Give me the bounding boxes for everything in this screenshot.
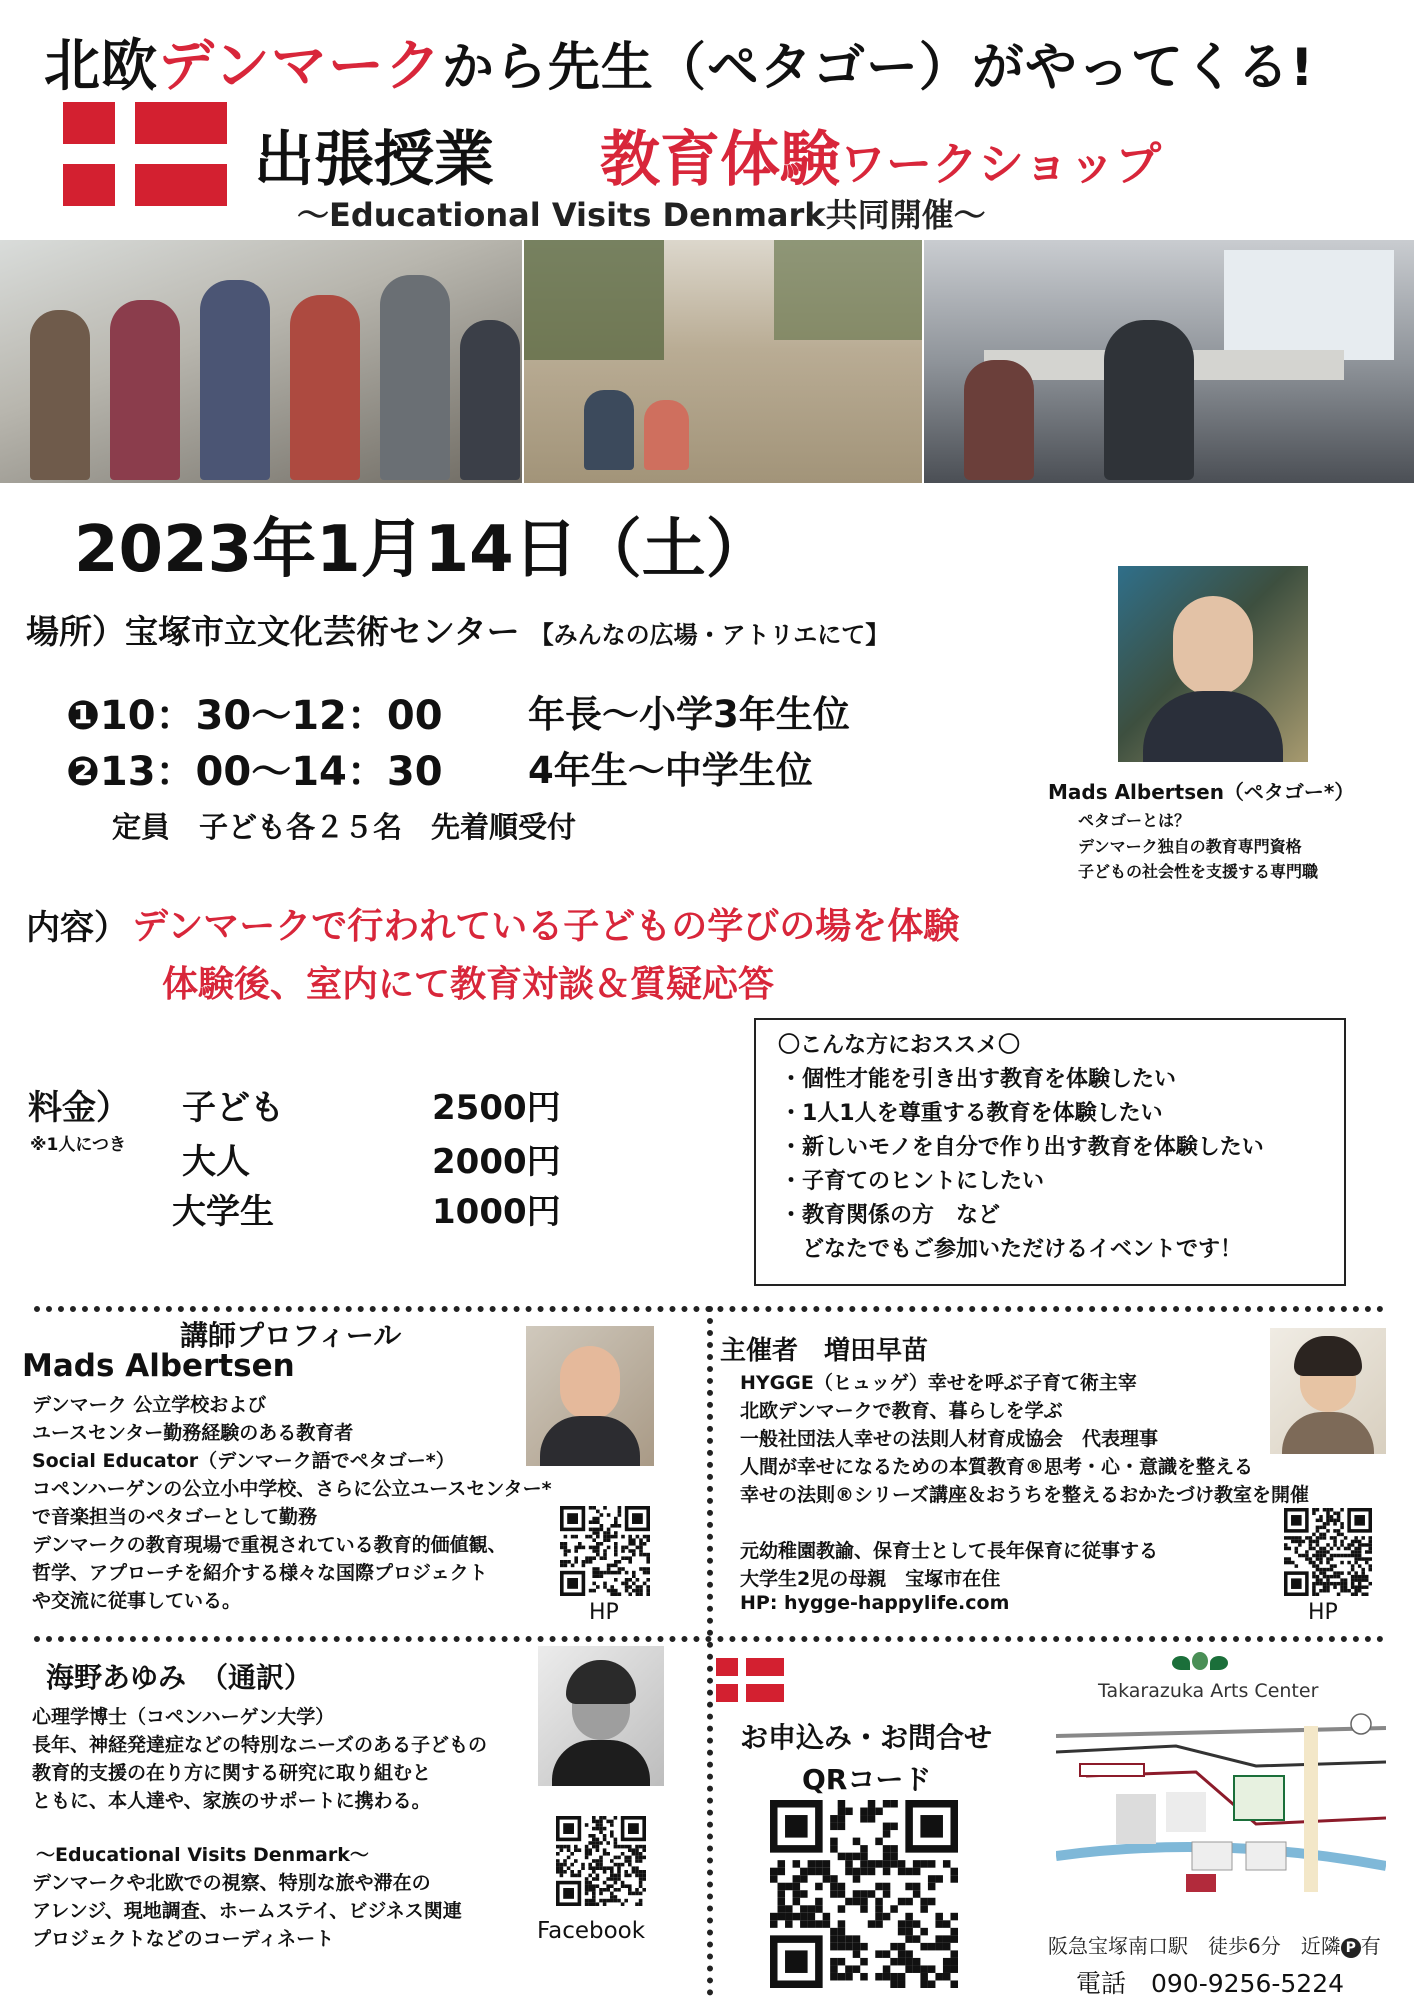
profile-line-2: ユースセンター勤務経験のある教育者 — [32, 1422, 354, 1444]
session-2-time: ❷13：00〜14：30 — [66, 749, 443, 795]
recommend-item-4: ・子育てのヒントにしたい — [780, 1169, 1045, 1194]
recommend-item-1: ・個性才能を引き出す教育を体験したい — [780, 1067, 1177, 1092]
profile-name: Mads Albertsen — [22, 1348, 295, 1384]
session-1-time: ❶10：30〜12：00 — [66, 693, 443, 739]
subheadline — [254, 112, 494, 198]
profile-line-1: デンマーク 公立学校および — [32, 1394, 267, 1416]
interpreter-line-3: 教育的支援の在り方に関する研究に取り組むと — [32, 1762, 432, 1784]
fee-row-child-price: 2500円 — [432, 1088, 561, 1128]
teacher-caption-1: ペタゴーとは？ — [1078, 811, 1191, 830]
classroom-photo-1 — [0, 240, 522, 483]
evd-line-1: デンマークや北欧での視察、特別な旅や滞在の — [32, 1872, 431, 1894]
teacher-caption-2: デンマーク独自の教育専門資格 — [1078, 837, 1302, 856]
arts-center-logo-icon — [1172, 1652, 1228, 1674]
content-line-1: デンマークで行われている子どもの学びの場を体験 — [132, 906, 960, 947]
divider-vertical — [707, 1306, 713, 1996]
fee-row-student: 大学生 — [172, 1192, 274, 1232]
interpreter-line-1: 心理学博士（コペンハーゲン大学） — [32, 1706, 335, 1728]
fee-row-adult: 大人 — [182, 1142, 250, 1182]
organizer-line-4: 人間が幸せになるための本質教育®思考・心・意識を整える — [740, 1456, 1254, 1478]
profile-line-8: や交流に従事している。 — [32, 1590, 242, 1612]
contact-heading: お申込み・お問合せ — [740, 1721, 993, 1754]
headline-part-2: から先生（ペタゴー）がやってくる! — [441, 38, 1315, 98]
event-place — [26, 606, 889, 653]
denmark-flag-small-icon — [716, 1658, 784, 1702]
contact-phone[interactable]: 電話 090-9256-5224 — [1076, 1969, 1345, 1998]
facebook-qr-label: Facebook — [537, 1918, 646, 1944]
profile-line-6: デンマークの教育現場で重視されている教育的価値観、 — [32, 1534, 507, 1556]
teacher-caption-3: 子どもの社会性を支援する専門職 — [1078, 862, 1319, 881]
access-map — [1056, 1706, 1386, 1892]
map-title: Takarazuka Arts Center — [1098, 1680, 1319, 1702]
event-place-sub: 【みんなの広場・アトリエにて】 — [529, 621, 890, 649]
fee-row-student-price: 1000円 — [432, 1192, 561, 1232]
fee-note: ※1人につき — [30, 1135, 127, 1155]
organizer-line-6: 元幼稚園教諭、保育士として長年保育に従事する — [740, 1540, 1159, 1562]
recommend-item-2: ・1人1人を尊重する教育を体験したい — [780, 1101, 1163, 1126]
map-access — [1048, 1930, 1381, 1959]
computer-class-photo — [924, 240, 1414, 483]
playground-photo — [524, 240, 922, 483]
interpreter-heading: 海野あゆみ （通訳） — [46, 1661, 313, 1694]
recommend-item-6: どなたでもご参加いただけるイベントです！ — [780, 1237, 1243, 1262]
profile-qr-code[interactable] — [560, 1506, 650, 1596]
co-host-line: 〜Educational Visits Denmark共同開催〜 — [297, 196, 986, 234]
denmark-flag-icon — [63, 102, 227, 206]
profile-line-7: 哲学、アプローチを紹介する様々な国際プロジェクト — [32, 1562, 488, 1584]
teacher-photo — [1118, 566, 1308, 762]
profile-qr-label: HP — [589, 1600, 619, 1625]
subheadline-part-1: 出張授業 — [254, 125, 494, 195]
headline — [44, 22, 1315, 102]
interpreter-photo — [538, 1646, 664, 1786]
organizer-heading: 主催者 増田早苗 — [720, 1336, 929, 1366]
capacity: 定員 子ども各２５名 先着順受付 — [112, 810, 577, 844]
organizer-line-3: 一般社団法人幸せの法則人材育成協会 代表理事 — [740, 1428, 1159, 1450]
contact-qr-heading: QRコード — [802, 1763, 932, 1796]
organizer-line-7: 大学生2児の母親 宝塚市在住 — [740, 1568, 1001, 1590]
fee-row-child: 子ども — [182, 1088, 284, 1128]
teacher-caption-name: Mads Albertsen（ペタゴー*） — [1048, 780, 1355, 804]
headline-denmark: デンマーク — [158, 34, 442, 99]
interpreter-line-4: ともに、本人達や、家族のサポートに携わる。 — [32, 1790, 431, 1812]
organizer-line-2: 北欧デンマークで教育、暮らしを学ぶ — [740, 1400, 1063, 1422]
profile-line-5: で音楽担当のペタゴーとして勤務 — [32, 1506, 318, 1528]
profile-heading: 講師プロフィール — [180, 1319, 402, 1352]
organizer-qr-label: HP — [1308, 1600, 1338, 1625]
workshop-title-main: 教育体験 — [600, 125, 840, 195]
content-label: 内容） — [26, 908, 128, 948]
recommend-title: 〇こんな方におススメ〇 — [778, 1033, 1021, 1058]
content-line-2: 体験後、室内にて教育対談＆質疑応答 — [162, 964, 775, 1005]
workshop-title-suffix: ワークショップ — [840, 137, 1162, 191]
organizer-qr-code[interactable] — [1284, 1508, 1372, 1596]
evd-title: 〜Educational Visits Denmark〜 — [36, 1844, 369, 1866]
event-place-main: 場所）宝塚市立文化芸術センター — [26, 612, 520, 651]
headline-part-1: 北欧 — [44, 34, 158, 99]
workshop-title — [600, 112, 1161, 198]
recommend-item-3: ・新しいモノを自分で作り出す教育を体験したい — [780, 1135, 1264, 1160]
contact-qr-code[interactable] — [770, 1800, 958, 1988]
recommend-item-5: ・教育関係の方 など — [780, 1203, 1001, 1228]
organizer-line-5: 幸せの法則®シリーズ講座＆おうちを整えるおかたづけ教室を開催 — [740, 1484, 1310, 1506]
parking-icon: P — [1341, 1938, 1361, 1958]
evd-line-3: プロジェクトなどのコーディネート — [32, 1928, 335, 1950]
profile-line-3: Social Educator（デンマーク語でペタゴー*） — [32, 1450, 455, 1472]
evd-line-2: アレンジ、現地調査、ホームステイ、ビジネス関連 — [32, 1900, 462, 1922]
facebook-qr-code[interactable] — [556, 1816, 646, 1906]
profile-photo — [526, 1326, 654, 1466]
divider-middle — [34, 1636, 1384, 1642]
profile-line-4: コペンハーゲンの公立小中学校、さらに公立ユースセンター* — [32, 1478, 552, 1500]
interpreter-line-2: 長年、神経発達症などの特別なニーズのある子どもの — [32, 1734, 488, 1756]
session-1-target: 年長〜小学3年生位 — [528, 693, 850, 736]
map-access-text: 阪急宝塚南口駅 徒歩6分 近隣 — [1048, 1934, 1341, 1958]
event-date: 2023年1月14日（土） — [74, 513, 770, 587]
organizer-homepage[interactable]: HP: hygge-happylife.com — [740, 1592, 1010, 1614]
parking-suffix: 有 — [1360, 1934, 1381, 1958]
fee-row-adult-price: 2000円 — [432, 1142, 561, 1182]
organizer-photo — [1270, 1328, 1386, 1454]
organizer-line-1: HYGGE（ヒュッゲ）幸せを呼ぶ子育て術主宰 — [740, 1372, 1137, 1394]
session-2-target: 4年生〜中学生位 — [528, 749, 813, 792]
fee-label: 料金） — [28, 1088, 130, 1128]
